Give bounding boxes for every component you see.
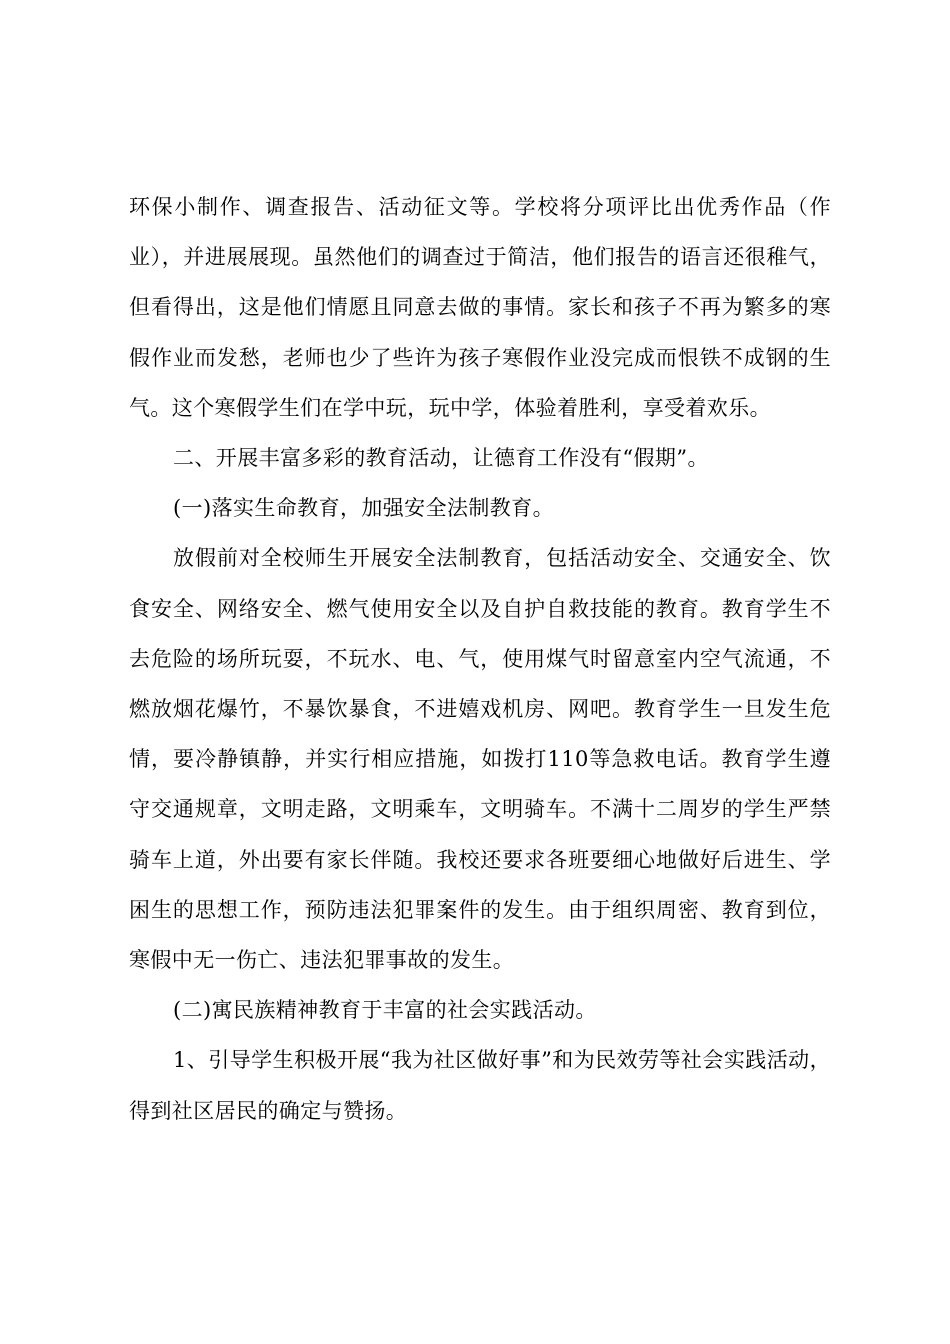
- subsection-heading-two: (二)寓民族精神教育于丰富的社会实践活动。: [173, 998, 597, 1023]
- paragraph-safety-education: 放假前对全校师生开展安全法制教育，包括活动安全、交通安全、饮食安全、网络安全、燃气使用安全以及自护自救技能的教育。教育学生不去危险的场所玩耍，不玩水、电、气，使用煤气时留意室内空气流通，不燃放烟花爆竹，不暴饮暴食，不进嬉戏机房、网吧。教育学生一旦发生危情，要冷静镇静，并实行相应措施，如拨打110等急救电话。教育学生遵守交通规章，文明走路，文明乘车，文明骑车。不满十二周岁的学生严禁骑车上道，外出要有家长伴随。我校还要求各班要细心地做好后进生、学困生的思想工作，预防违法犯罪案件的发生。由于组织周密、教育到位，寒假中无一伤亡、违法犯罪事故的发生。: [129, 546, 831, 973]
- paragraph-continued-activities: 环保小制作、调查报告、活动征文等。学校将分项评比出优秀作品（作业），并进展展现。虽然他们的调查过于简洁，他们报告的语言还很稚气，但看得出，这是他们情愿且同意去做的事情。家长和孩子不再为繁多的寒假作业而发愁，老师也少了些许为孩子寒假作业没完成而恨铁不成钢的生气。这个寒假学生们在学中玩，玩中学，体验着胜利，享受着欢乐。: [129, 195, 831, 420]
- document-body: [129, 182, 831, 1136]
- paragraph-community-service: 1、引导学生积极开展“我为社区做好事”和为民效劳等社会实践活动，得到社区居民的确定与赞扬。: [129, 1048, 831, 1123]
- section-heading-two: 二、开展丰富多彩的教育活动，让德育工作没有“假期”。: [173, 446, 709, 471]
- subsection-heading-one: (一)落实生命教育，加强安全法制教育。: [173, 496, 554, 521]
